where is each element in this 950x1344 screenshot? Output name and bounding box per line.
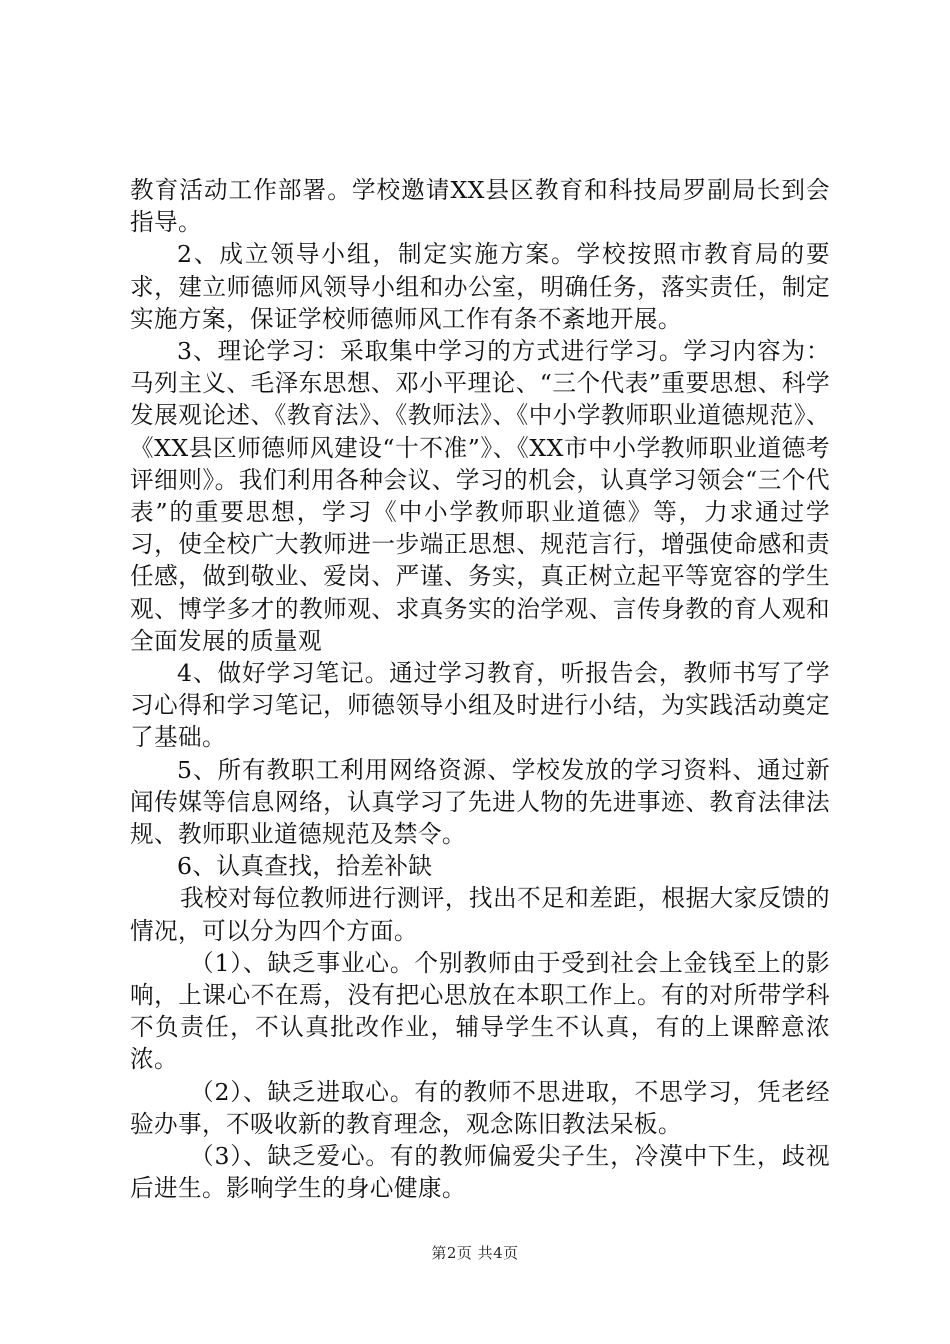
- paragraph-issue-1: （1）、缺乏事业心。个别教师由于受到社会上金钱至上的影响，上课心不在焉，没有把心思放在本职工作上。有的对所带学科不负责任，不认真批改作业，辅导学生不认真，有的上课醉意浓浓。: [130, 948, 830, 1074]
- document-body: [130, 174, 830, 1205]
- paragraph-issue-2: （2）、缺乏进取心。有的教师不思进取，不思学习，凭老经验办事，不吸收新的教育理念，观念陈旧教法呆板。: [130, 1077, 830, 1138]
- paragraph-intro: 教育活动工作部署。学校邀请XX县区教育和科技局罗副局长到会指导。: [130, 176, 830, 237]
- paragraph-item-3: 3、理论学习：采取集中学习的方式进行学习。学习内容为：马列主义、毛泽东思想、邓小平理论、“三个代表”重要思想、科学发展观论述、《教育法》、《教师法》、《中小学教师职业道德规范》、《XX县区师德师风建设“十不准”》、《XX市中小学教师职业道德考评细则》。我们利用各种会议、学习的机会，认真学习领会“三个代表”的重要思想，学习《中小学教师职业道德》等，力求通过学习，使全校广大教师进一步端正思想、规范言行，增强使命感和责任感，做到敬业、爱岗、严谨、务实，真正树立起平等宽容的学生观、博学多才的教师观、求真务实的治学观、言传身教的育人观和全面发展的质量观: [130, 337, 830, 655]
- paragraph-item-6: 6、认真查找，拾差补缺: [177, 852, 433, 881]
- page-number-footer: 第2页 共4页: [431, 1244, 519, 1262]
- paragraph-item-5: 5、所有教职工利用网络资源、学校发放的学习资料、通过新闻传媒等信息网络，认真学习了先进人物的先进事迹、教育法律法规、教师职业道德规范及禁令。: [130, 755, 830, 849]
- paragraph-item-4: 4、做好学习笔记。通过学习教育，听报告会，教师书写了学习心得和学习笔记，师德领导小组及时进行小结，为实践活动奠定了基础。: [130, 659, 830, 752]
- paragraph-item-2: 2、成立领导小组，制定实施方案。学校按照市教育局的要求，建立师德师风领导小组和办公室，明确任务，落实责任，制定实施方案，保证学校师德师风工作有条不紊地开展。: [130, 240, 830, 333]
- paragraph-assessment: 我校对每位教师进行测评，找出不足和差距，根据大家反馈的情况，可以分为四个方面。: [130, 884, 830, 945]
- paragraph-issue-3: （3）、缺乏爱心。有的教师偏爱尖子生，冷漠中下生，歧视后进生。影响学生的身心健康。: [130, 1142, 830, 1203]
